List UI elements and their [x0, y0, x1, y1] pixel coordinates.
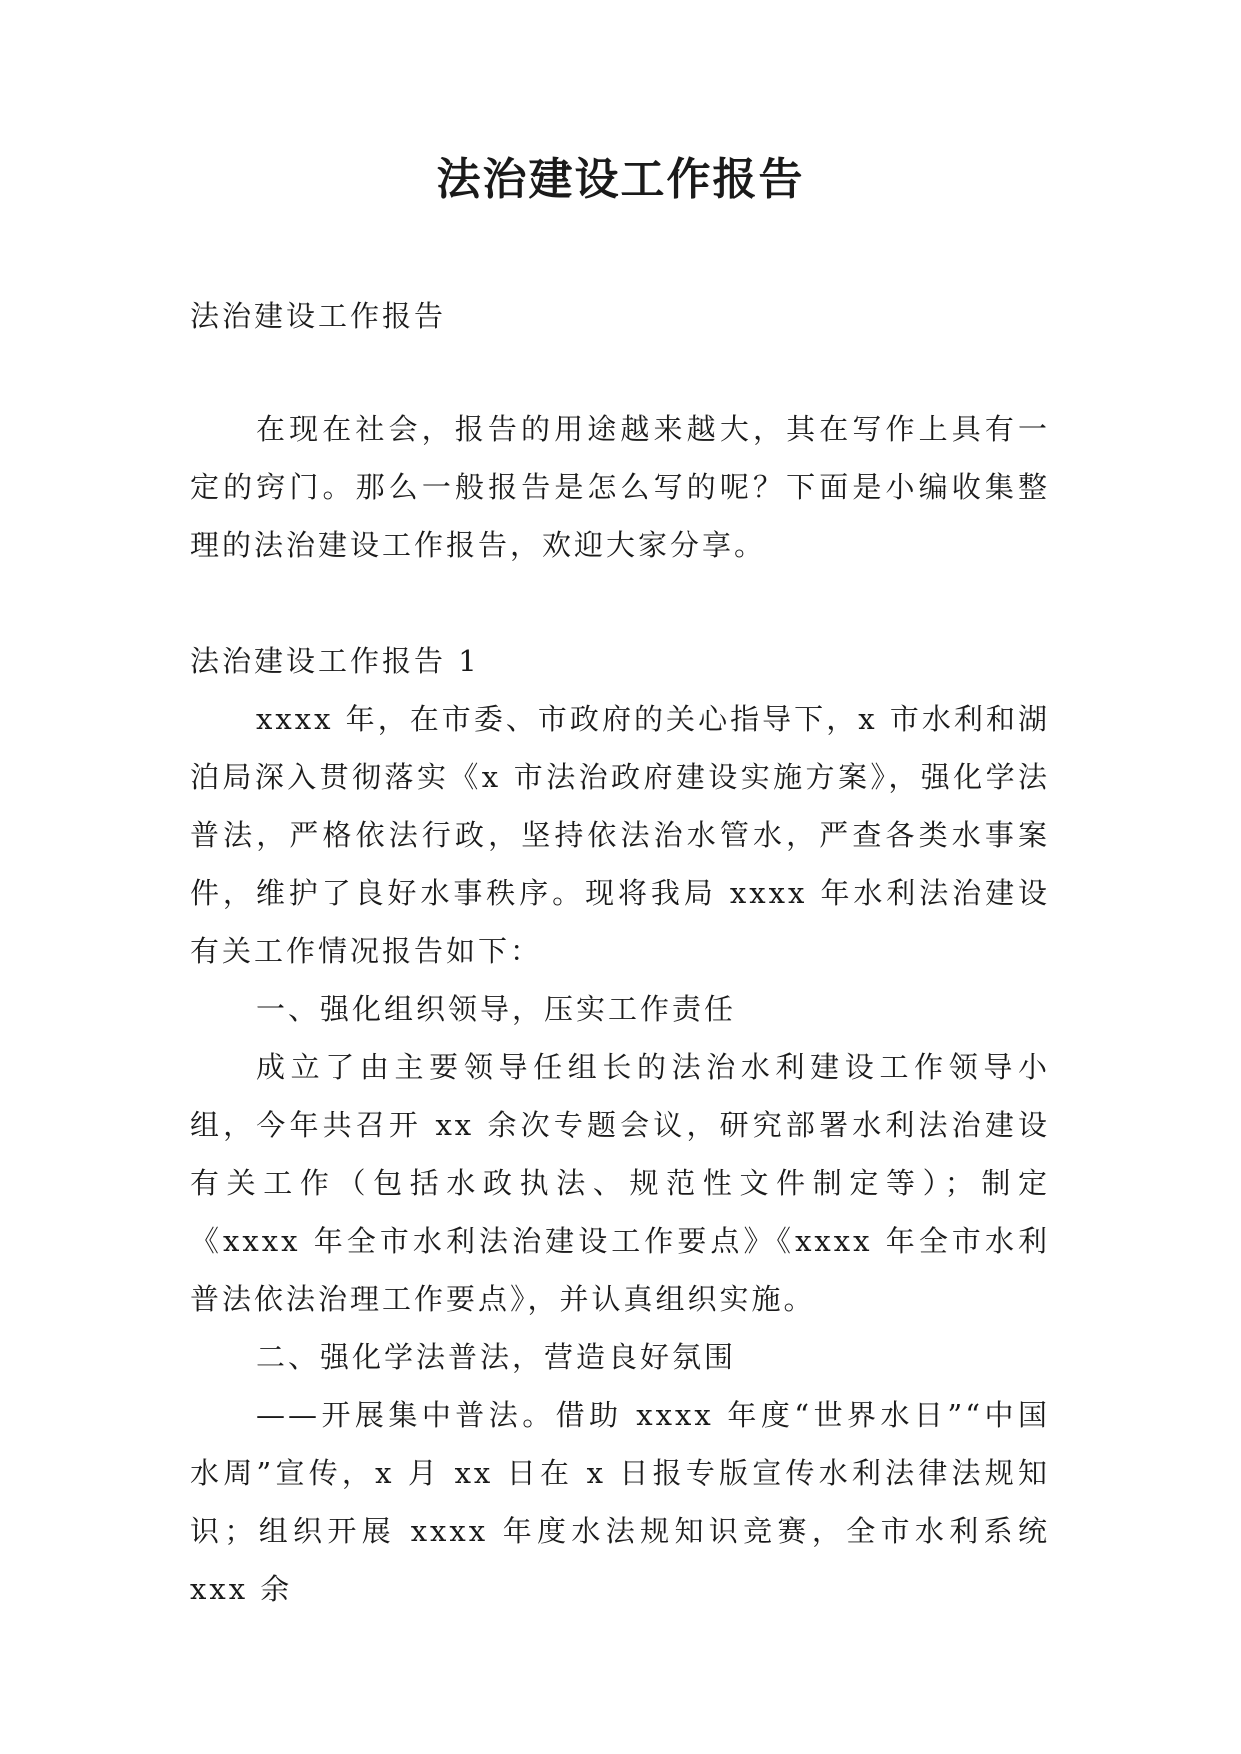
section-title: 法治建设工作报告 1 — [190, 644, 480, 678]
intro-paragraph: 在现在社会，报告的用途越来越大，其在写作上具有一定的窍门。那么一般报告是怎么写的呢？下面是小编收集整理的法治建设工作报告，欢迎大家分享。 — [190, 412, 1050, 562]
body-paragraph-2: 成立了由主要领导任组长的法治水利建设工作领导小组，今年共召开 xx 余次专题会议，研究部署水利法治建设有关工作（包括水政执法、规范性文件制定等）；制定《xxxx 年全市水利法治建设工作要点》《xxxx 年全市水利普法依法治理工作要点》，并认真组织实施。 — [190, 1050, 1050, 1316]
document-title: 法治建设工作报告 — [436, 154, 805, 205]
document-body — [190, 287, 1050, 1618]
heading-1: 一、强化组织领导，压实工作责任 — [256, 992, 737, 1026]
heading-2: 二、强化学法普法，营造良好氛围 — [256, 1340, 737, 1374]
document-subtitle: 法治建设工作报告 — [190, 299, 447, 333]
body-paragraph-1: xxxx 年，在市委、市政府的关心指导下，x 市水利和湖泊局深入贯彻落实《x 市法治政府建设实施方案》，强化学法普法，严格依法行政，坚持依法治水管水，严查各类水事案件，维护了良好水事秩序。现将我局 xxxx 年水利法治建设有关工作情况报告如下： — [190, 702, 1050, 968]
body-paragraph-3: ——开展集中普法。借助 xxxx 年度“世界水日”“中国水周”宣传，x 月 xx 日在 x 日报专版宣传水利法律法规知识；组织开展 xxxx 年度水法规知识竞赛，全市水利系统 xxx 余 — [190, 1398, 1050, 1606]
